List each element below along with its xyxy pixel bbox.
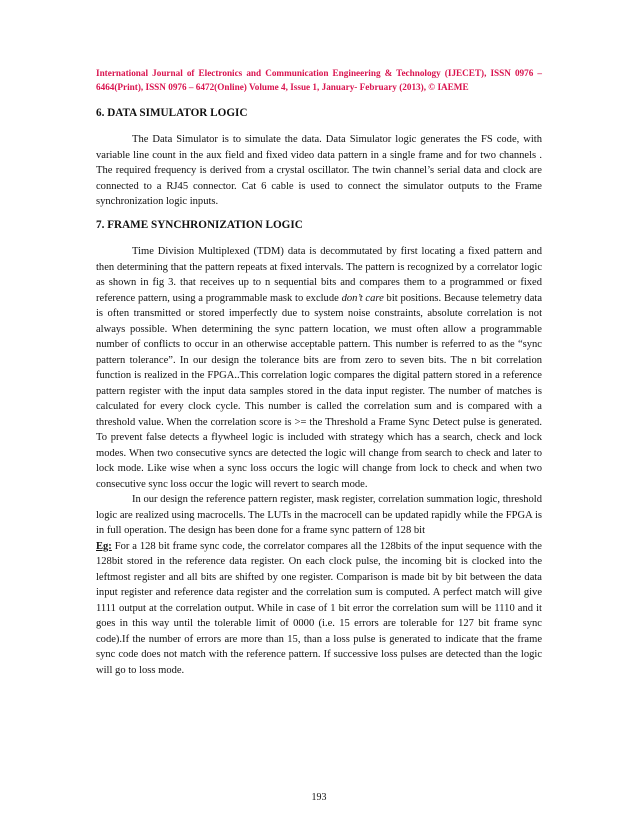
section-7-heading: 7. FRAME SYNCHRONIZATION LOGIC bbox=[96, 219, 303, 231]
section-7-example-paragraph bbox=[96, 539, 542, 679]
section-7-paragraph-2: In our design the reference pattern register, mask register, correlation summation logic, threshold logic are realized using macrocells. The LUTs in the macrocell can be updated rapidly while the FPGA is in full operation. The design has been done for a frame sync pattern of 128 bit bbox=[96, 494, 542, 536]
example-label: Eg: bbox=[96, 540, 112, 552]
section-7-paragraph-1 bbox=[96, 244, 542, 492]
page-number: 193 bbox=[311, 792, 327, 803]
section-6-heading: 6. DATA SIMULATOR LOGIC bbox=[96, 107, 248, 119]
section-7-body bbox=[96, 244, 542, 678]
paragraph-1-text-b: bit positions. Because telemetry data is often transmitted or stored imperfectly due to system noise constraints, absolute correlation is not always possible. When determining the sync pattern location, we must often allow a programmable number of conflicts to occur in an otherwise acceptable pattern. This number is referred to as the “sync pattern tolerance”. In our design the tolerance bits are from zero to seven bits. The n bit correlation function is realized in the FPGA..This correlation logic compares the digital pattern stored in a reference pattern register with the input data samples stored in the data input register. The number of matches is calculated for every clock cycle. This number is called the correlation sum and is compared with a threshold value. When the correlation score is >= the Threshold a Frame Sync Detect pulse is generated. To prevent false detects a flywheel logic is included with strategy which has a search, check and lock modes. When two consecutive syncs are detected the logic will change from search to check and later to lock mode. Like wise when a sync loss occurs the logic will change from lock to check and when two consecutive sync loss occur the logic will revert to search mode. bbox=[96, 292, 542, 490]
dont-care-italic: don’t care bbox=[341, 292, 384, 304]
journal-header: International Journal of Electronics and Communication Engineering & Technology (IJECET), ISSN 0976 – 6464(Print), ISSN 0976 – 6472(Online) Volume 4, Issue 1, January- February (2013), © IAEME bbox=[96, 68, 542, 92]
paragraph-1-text-a: Time Division Multiplexed (TDM) data is decommutated by first locating a fixed pattern and then determining that the pattern repeats at fixed intervals. The pattern is recognized by a correlator logic as shown in fig 3. that receives up to n sequential bits and compares them to a programmed or fixed reference pattern, using a programmable mask to exclude bbox=[96, 246, 542, 304]
example-text: For a 128 bit frame sync code, the correlator compares all the 128bits of the input sequence with the 128bit stored in the reference data register. On each clock pulse, the incoming bit is clocked into the leftmost register and all bits are shifted by one register. Comparison is made bit by bit between the data input register and reference data register and the correlation sum is computed. A perfect match will give 1111 output at the correlation output. While in case of 1 bit error the correlation sum will be 1110 and it goes in this way until the tolerable limit of 0000 (i.e. 15 errors are tolerable for 127 bit frame sync code).If the number of errors are more than 15, than a loss pulse is generated to indicate that the frame sync code does not match with the reference pattern. If successive loss pulses are detected than the logic will go to loss mode. bbox=[96, 540, 542, 676]
section-6-paragraph: The Data Simulator is to simulate the data. Data Simulator logic generates the FS code, with variable line count in the aux field and fixed video data pattern in a single frame and for two channels . The required frequency is derived from a crystal oscillator. The twin channel’s serial data and clock are connected to a RJ45 connector. Cat 6 cable is used to connect the simulator outputs to the Frame synchronization logic inputs. bbox=[96, 134, 542, 207]
section-6-body bbox=[96, 132, 542, 210]
